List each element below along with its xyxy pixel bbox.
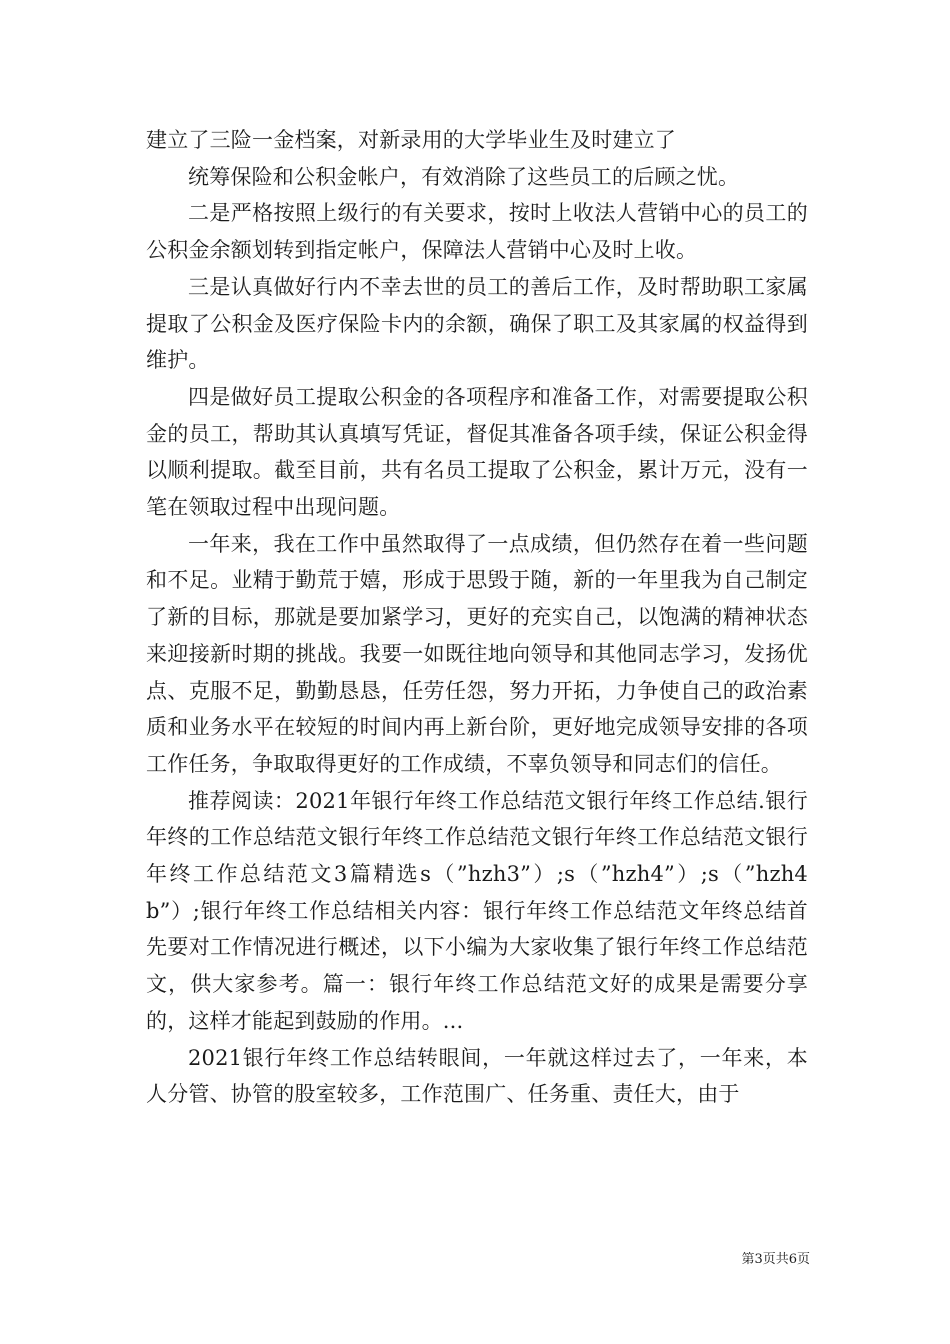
paragraph-7: 推荐阅读：2021年银行年终工作总结范文银行年终工作总结.银行年终的工作总结范文银行年终工作总结范文银行年终工作总结范文银行年终工作总结范文3篇精选s（”hzh3”）;s（”hzh4”）;s（”hzh4b”）;银行年终工作总结相关内容：银行年终工作总结范文年终总结首先要对工作情况进行概述，以下小编为大家收集了银行年终工作总结范文，供大家参考。篇一：银行年终工作总结范文好的成果是需要分享的，这样才能起到鼓励的作用。... — [146, 788, 808, 1033]
paragraph-6: 一年来，我在工作中虽然取得了一点成绩，但仍然存在着一些问题和不足。业精于勤荒于嬉，形成于思毁于随，新的一年里我为自己制定了新的目标，那就是要加紧学习，更好的充实自己，以饱满的精神状态来迎接新时期的挑战。我要一如既往地向领导和其他同志学习，发扬优点、克服不足，勤勤恳恳，任劳任怨，努力开拓，力争使自己的政治素质和业务水平在较短的时间内再上新台阶，更好地完成领导安排的各项工作任务，争取取得更好的工作成绩，不辜负领导和同志们的信任。 — [146, 531, 808, 776]
paragraph-1: 建立了三险一金档案，对新录用的大学毕业生及时建立了 — [146, 128, 676, 152]
paragraph-8: 2021银行年终工作总结转眼间，一年就这样过去了，一年来，本人分管、协管的股室较多，工作范围广、任务重、责任大，由于 — [146, 1045, 808, 1107]
paragraph-4: 三是认真做好行内不幸去世的员工的善后工作，及时帮助职工家属提取了公积金及医疗保险卡内的余额，确保了职工及其家属的权益得到维护。 — [146, 274, 808, 373]
document-body — [146, 122, 808, 1113]
paragraph-2: 统筹保险和公积金帐户，有效消除了这些员工的后顾之忧。 — [188, 164, 740, 189]
paragraph-3: 二是严格按照上级行的有关要求，按时上收法人营销中心的员工的公积金余额划转到指定帐户，保障法人营销中心及时上收。 — [146, 201, 808, 263]
page-number-footer: 第3页共6页 — [741, 1252, 810, 1267]
paragraph-5: 四是做好员工提取公积金的各项程序和准备工作，对需要提取公积金的员工，帮助其认真填写凭证，督促其准备各项手续，保证公积金得以顺利提取。截至目前，共有名员工提取了公积金，累计万元，没有一笔在领取过程中出现问题。 — [146, 384, 808, 520]
